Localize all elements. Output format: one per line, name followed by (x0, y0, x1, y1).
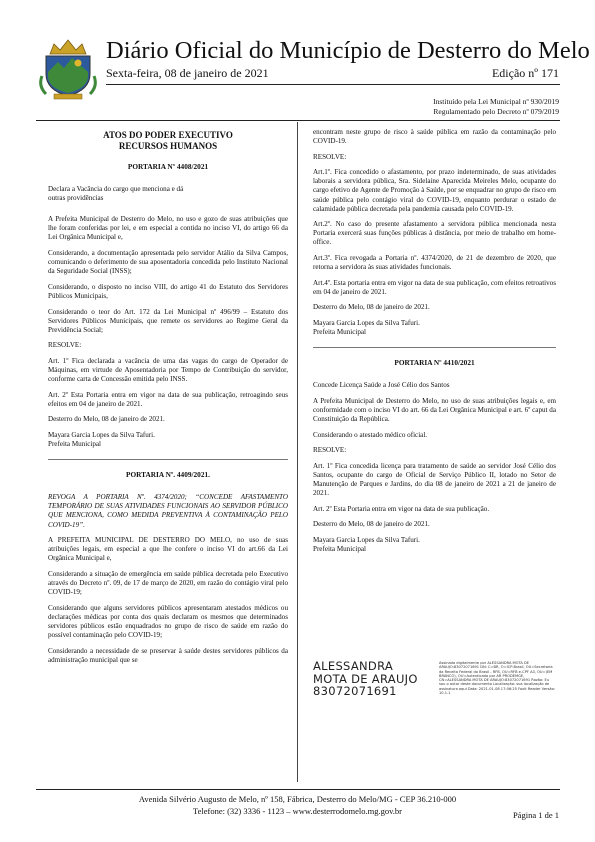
column-divider (297, 122, 298, 782)
portaria-4409-article-2: Art.2º. No caso do presente afastamento a servidora pública mencionada nesta Portaria exercerá suas funções públicas à distância, por meio de trabalho em home-office. (313, 220, 556, 247)
municipal-coat-of-arms-logo (36, 36, 100, 100)
portaria-4409-article-4: Art.4º. Esta portaria entra em vigor na data de sua publicação, com efeitos retroativos em 04 de janeiro de 2021. (313, 278, 556, 296)
page-number: Página 1 de 1 (512, 810, 559, 820)
digital-signature-stamp (313, 660, 556, 710)
footer-phone-website: Telefone: (32) 3336 - 1123 – www.desterrodomelo.mg.gov.br (192, 806, 403, 816)
portaria-4410-signer-role: Prefeita Municipal (313, 545, 366, 553)
publication-date: Sexta-feira, 08 de janeiro de 2021 (106, 66, 269, 80)
header-divider (106, 84, 560, 85)
portaria-4408-signer-role: Prefeita Municipal (48, 440, 101, 449)
portaria-4409-intro: A PREFEITA MUNICIPAL DE DESTERRO DO MELO, no uso de suas atribuições legais, em especial a que lhe confere o inciso VI do art.66 da Lei Orgânica Municipal e, (48, 536, 288, 563)
portaria-separator (313, 347, 556, 348)
section-title-hr: RECURSOS HUMANOS (118, 141, 218, 151)
portaria-4408-article-2: Art. 2º Esta Portaria entra em vigor na data de sua publicação, retroagindo seus efeitos em 04 de janeiro de 2021. (48, 390, 288, 408)
signature-details: Assinado digitalmente por ALESSANDRA MOTA DE ARAUJO:83072071691 DN: C=BR, O=ICP-Brasil, OU=Secretaria da Receita Federal do Brasil - RFB, OU=RFB e-CPF A3, OU=(EM BRANCO), OU=Autenticado por AR PRODEMGE, CN=ALESSANDRA MOTA DE ARAUJO:83072071691 Razão: Eu sou o autor deste documento Localização: sua localização de assinatura aqui Data: 2021-01-08 17:06:25 Foxit Reader Versão: 10.1.1 (439, 661, 555, 696)
portaria-4410-place-date: Desterro do Melo, 08 de janeiro de 2021. (313, 520, 430, 529)
portaria-4409-continuation: encontram neste grupo de risco à saúde pública em razão da contaminação pelo COVID-19. (313, 128, 556, 146)
portaria-4408-intro: A Prefeita Municipal de Desterro do Melo, no uso e gozo de suas atribuições que lhe foram conferidas por lei, e em especial a contida no inciso VI, do artigo 66 da Lei Orgânica Municipal e, (48, 215, 288, 242)
portaria-4409-signer-role: Prefeita Municipal (313, 328, 366, 337)
portaria-4408-considering-2: Considerando, o disposto no inciso VIII, do artigo 41 do Estatuto dos Servidores Públicos Municipais, (48, 282, 288, 300)
portaria-4408-considering-3: Considerando o teor do Art. 172 da Lei Municipal nº 496/99 – Estatuto dos Servidores Públicos Municipais, que remete os servidores ao Regime Geral da Previdência Social; (48, 307, 288, 334)
footer-divider (36, 789, 560, 790)
portaria-4410-considering-1: Considerando o atestado médico oficial. (313, 430, 428, 439)
portaria-4409-article-3: Art.3º. Fica revogada a Portaria nº. 4374/2020, de 21 de dezembro de 2020, que retorna a servidora às suas atividades funcionais. (313, 254, 556, 272)
portaria-4409-article-1: Art.1º. Fica concedido o afastamento, por prazo indeterminado, de suas atividades laborais a servidora pública, Sra. Sidelaine Aparecida Meireles Melo, ocupante do cargo efetivo de Agente de Promoção à Saúde, por se enquadrar no grupo de risco em saúde pública pelo contágio viral do COVID-19, enquanto perdurar o estado de calamidade pública decretada pela pandemia causada pelo COVID-19. (313, 168, 556, 213)
portaria-4409-considering-1: Considerando a situação de emergência em saúde pública decretada pelo Executivo através do Decreto nº. 09, de 17 de março de 2020, em razão do contágio viral pelo COVID-19; (48, 569, 288, 597)
portaria-4410-resolve: RESOLVE: (313, 446, 347, 455)
signature-name-line-2: MOTA DE ARAUJO (313, 671, 418, 686)
section-title-executive: ATOS DO PODER EXECUTIVO (103, 130, 233, 140)
right-column (313, 128, 556, 554)
portaria-4408-resolve: RESOLVE: (48, 341, 82, 350)
body-top-divider (36, 120, 560, 121)
footer-address: Avenida Silvério Augusto de Melo, nº 158, Fábrica, Desterro do Melo/MG - CEP 36.210-000 (138, 794, 457, 804)
portaria-4409-signer: Mayara Garcia Lopes da Silva Tafuri. (313, 319, 420, 327)
portaria-4410-article-2: Art. 2º Esta Portaria entra em vigor na data de sua publicação. (313, 504, 490, 513)
regulation-decree: Regulamentado pelo Decreto nº 079/2019 (433, 107, 559, 116)
portaria-4410-article-1: Art. 1º Fica concedida licença para tratamento de saúde ao servidor José Célio dos Santos, ocupante do cargo de Oficial de Serviço Público II, lotado no Setor de Manutenção de Parques e Jardins, do dia 08 de janeiro de 2021 a 21 de janeiro de 2021. (313, 461, 556, 498)
portaria-4409-considering-2: Considerando que alguns servidores públicos apresentaram atestados médicos ou declarações médicas por conta dos quais declaram os mesmos que determinados servidores públicos estão enquadrados no grupo de risco de saúde em razão do possível contaminação pelo COVID-19; (48, 603, 288, 639)
portaria-4408-considering-1: Considerando, a documentação apresentada pelo servidor Atálio da Silva Campos, comunicando o deferimento de sua aposentadoria concedida pelo Instituto Nacional da Seguridade Social (INSS); (48, 249, 288, 276)
signature-name-line-1: ALESSANDRA (313, 659, 394, 673)
portaria-4408-place-date: Desterro do Melo, 08 de janeiro de 2021. (48, 415, 165, 424)
edition-number: Edição nº 171 (491, 66, 559, 80)
portaria-4409-resolve: RESOLVE: (313, 152, 347, 161)
portaria-4410-intro: A Prefeita Municipal de Desterro do Melo, no uso de suas atribuições legais e, em conformidade com o inciso VI do art. 66 da Lei Orgânica Municipal e art. 6º caput da Constituição da República. (313, 396, 556, 424)
portaria-4408-heading: PORTARIA Nº 4408/2021 (127, 162, 209, 171)
portaria-4409-revoke: REVOGA A PORTARIA Nº. 4374/2020; “CONCEDE AFASTAMENTO TEMPORÁRIO DE SUAS ATIVIDADES FUNCIONAIS AO SERVIDOR PÚBLICO QUE MENCIONA, COMO MEDIDA PREVENTIVA À CONTAMINAÇÃO PELO COVID-19”. (48, 493, 288, 529)
portaria-4408-signer: Mayara Garcia Lopes da Silva Tafuri. (48, 430, 155, 439)
portaria-4409-place-date: Desterro do Melo, 08 de janeiro de 2021. (313, 303, 430, 312)
portaria-4410-heading: PORTARIA Nº 4410/2021 (394, 358, 475, 368)
portaria-separator (48, 459, 288, 460)
signature-signer-name (313, 660, 431, 698)
portaria-4410-summary: Concede Licença Saúde a José Célio dos Santos (313, 381, 450, 390)
section-title (48, 130, 288, 152)
newspaper-title: Diário Oficial do Município de Desterro do Melo (106, 37, 590, 64)
portaria-4408-summary: Declara a Vacância do cargo que menciona e dá outras providências (48, 185, 184, 203)
portaria-4409-heading: PORTARIA Nº. 4409/2021. (126, 470, 210, 480)
signature-name-line-3: 83072071691 (313, 684, 397, 698)
portaria-4408-article-1: Art. 1º Fica declarada a vacância de uma das vagas do cargo de Operador de Máquinas, em virtude de Aposentadoria por Tempo de Contribuição do servidor, conforme carta de Concessão emitida pelo INSS. (48, 356, 288, 384)
institution-law: Instituído pela Lei Municipal nº 930/2019 (433, 97, 559, 106)
left-column (48, 126, 288, 671)
portaria-4410-signer: Mayara Garcia Lopes da Silva Tafuri. (313, 535, 420, 544)
portaria-4409-considering-3: Considerando a necessidade de se preservar à saúde destes servidores públicos da administração municipal que se (48, 646, 288, 664)
